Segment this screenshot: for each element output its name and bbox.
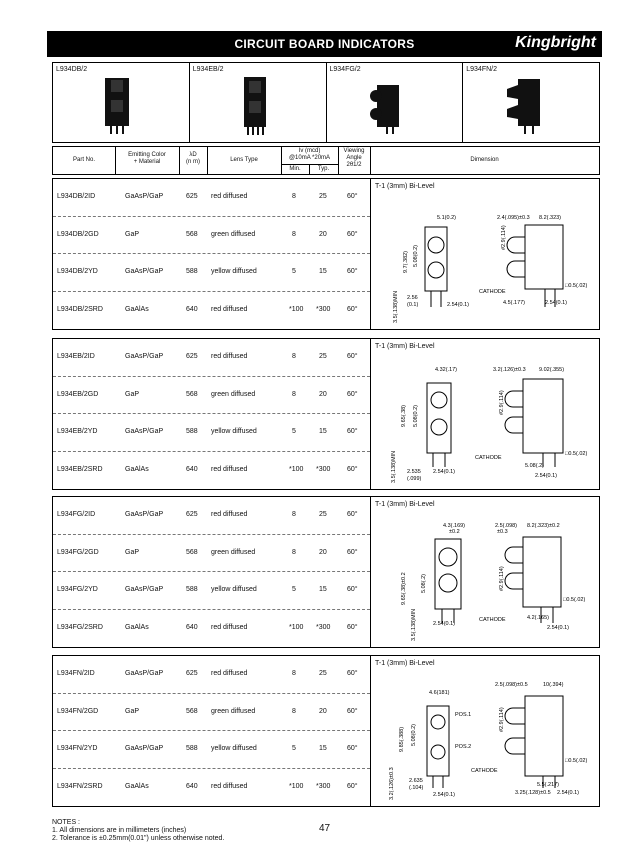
cell-min: 5 (292, 428, 296, 435)
col-iv-l1: Iv (mcd) (298, 148, 321, 154)
cell-lens: green diffused (211, 548, 256, 556)
col-iv-l2: @10mA *20mA (288, 155, 331, 161)
col-dimension: Dimension (470, 157, 499, 163)
product-group (52, 496, 600, 648)
dim-label: 4.32(.17) (435, 367, 458, 373)
cell-typ: 20 (319, 707, 327, 715)
dim-label: 9.7(.382) (403, 250, 409, 273)
cell-typ: *300 (316, 782, 331, 790)
cell-lens: red diffused (211, 193, 248, 200)
cell-typ: 20 (319, 230, 327, 238)
cell-typ: 25 (319, 353, 327, 360)
cell-min: 8 (292, 390, 296, 398)
col-lambda (179, 152, 207, 166)
cell-min: 8 (292, 707, 296, 715)
cell-lens: red diffused (211, 670, 248, 677)
table-row (53, 377, 370, 415)
table-row (53, 452, 370, 490)
cell-color: GaP (125, 230, 140, 238)
cell-color: GaP (125, 548, 140, 556)
dim-label: (0.1) (407, 302, 419, 308)
note-1: 1. All dimensions are in millimeters (inches) (52, 827, 187, 834)
cell-part: L934DB/2ID (57, 193, 96, 200)
divider (370, 497, 371, 647)
cell-part: L934DB/2SRD (57, 305, 103, 313)
led-photo-icon (463, 63, 599, 142)
dim-label: 2.54(0.1) (433, 621, 456, 627)
cell-typ: 15 (319, 428, 327, 435)
cell-lens: green diffused (211, 707, 256, 715)
dim-label: 2.4(.095)±0.3 (497, 215, 530, 221)
dim-label: 2.535 (407, 469, 421, 475)
cell-min: 5 (292, 586, 296, 593)
cell-angle: 60° (347, 353, 358, 360)
cell-lambda: 625 (186, 193, 198, 200)
cell-part: L934EB/2ID (57, 353, 95, 360)
dim-label: 5.08(0.2) (411, 723, 417, 746)
dim-label: 4.2(.165) (527, 615, 550, 621)
col-emitting-color-l1: Emitting Color (128, 152, 166, 158)
col-viewing-l3: 2θ1/2 (346, 162, 362, 168)
cell-lens: yellow diffused (211, 586, 257, 593)
cell-lens: green diffused (211, 390, 256, 398)
divider (370, 656, 371, 806)
dim-label: (.099) (407, 476, 422, 482)
cell-color: GaAsP/GaP (125, 193, 164, 200)
cell-part: L934FN/2SRD (57, 782, 103, 790)
cell-color: GaAlAs (125, 623, 149, 631)
cell-angle: 60° (347, 586, 358, 593)
dim-label: CATHODE (479, 617, 506, 623)
cell-color: GaP (125, 707, 140, 715)
cell-color: GaAsP/GaP (125, 268, 164, 275)
cell-typ: 15 (319, 268, 327, 275)
dim-label: 3.5(.138)MIN (391, 450, 397, 483)
cell-angle: 60° (347, 390, 358, 398)
cell-angle: 60° (347, 623, 358, 631)
cell-typ: 20 (319, 390, 327, 398)
cell-lens: red diffused (211, 305, 248, 313)
dim-label: 2.635 (409, 778, 423, 784)
cell-lambda: 625 (186, 353, 198, 360)
dim-label: (.104) (409, 785, 424, 791)
dim-label: 5.1(0.2) (437, 215, 456, 221)
note-2: 2. Tolerance is ±0.25mm(0.01") unless otherwise noted. (52, 835, 225, 842)
cell-lens: yellow diffused (211, 745, 257, 752)
cell-part: L934EB/2YD (57, 428, 98, 435)
dim-label: 2.54(0.1) (557, 790, 580, 796)
photo-cell (463, 63, 599, 142)
dim-label: 10(.394) (543, 682, 564, 688)
col-iv (281, 148, 338, 162)
cell-typ: 15 (319, 586, 327, 593)
dim-label: 5.08(.2) (525, 463, 544, 469)
cell-min: *100 (289, 782, 304, 790)
cell-angle: 60° (347, 268, 358, 275)
cell-lambda: 640 (186, 782, 198, 790)
table-row (53, 339, 370, 377)
product-photos (52, 62, 600, 143)
cell-typ: *300 (316, 305, 331, 313)
photo-label: L934EB/2 (192, 66, 224, 73)
dim-label: 5.08(.2) (421, 574, 427, 593)
dim-label: 2.54(0.1) (545, 300, 568, 306)
dim-label: 9.65(.38)±0.2 (401, 572, 407, 605)
dim-label: 3.2(.126)±0.3 (493, 367, 526, 373)
cell-lambda: 588 (186, 586, 198, 593)
page-number: 47 (319, 823, 331, 834)
dim-label: 2.54(0.1) (433, 792, 456, 798)
cell-lambda: 568 (186, 390, 198, 398)
cell-min: *100 (289, 305, 304, 313)
led-photo-icon (190, 63, 326, 142)
dim-label: 3.5(.138)MIN (411, 608, 417, 641)
cell-part: L934DB/2GD (57, 230, 99, 238)
cell-part: L934DB/2YD (57, 268, 98, 275)
dimension-drawing (375, 513, 595, 643)
col-viewing-angle (338, 148, 370, 169)
product-group (52, 655, 600, 807)
dim-label: □0.5(.02) (563, 597, 586, 603)
cell-min: 8 (292, 670, 296, 677)
cell-min: 8 (292, 193, 296, 200)
cell-angle: 60° (347, 305, 358, 313)
cell-min: 8 (292, 548, 296, 556)
drawing-title: T-1 (3mm) Bi-Level (375, 660, 435, 667)
cell-color: GaAsP/GaP (125, 511, 164, 518)
drawing-title: T-1 (3mm) Bi-Level (375, 501, 435, 508)
cell-color: GaAlAs (125, 465, 149, 473)
photo-label: L934DB/2 (56, 66, 88, 73)
cell-lambda: 568 (186, 707, 198, 715)
cell-color: GaAlAs (125, 305, 149, 313)
cell-part: L934EB/2SRD (57, 465, 103, 473)
photo-label: L934FN/2 (466, 66, 497, 73)
cell-min: 5 (292, 268, 296, 275)
dim-label: 4.6(181) (429, 690, 450, 696)
col-lambda-l2: (n m) (186, 159, 200, 165)
cell-angle: 60° (347, 745, 358, 752)
dim-label: 8.2(.323)±0.2 (527, 523, 560, 529)
dim-label: CATHODE (479, 289, 506, 295)
cell-part: L934FG/2SRD (57, 623, 103, 631)
cell-part: L934FN/2YD (57, 745, 98, 752)
col-iv-min: Min. (289, 166, 301, 172)
table-row (53, 254, 370, 292)
cell-color: GaAsP/GaP (125, 586, 164, 593)
dim-label: #2.9(.114) (501, 225, 507, 250)
dim-label: 4.3(.169) (443, 523, 466, 529)
dimension-drawing (375, 355, 595, 485)
cell-min: 8 (292, 353, 296, 360)
cell-lens: red diffused (211, 465, 248, 473)
table-row (53, 497, 370, 535)
cell-typ: 25 (319, 511, 327, 518)
col-viewing-l2: Angle (346, 155, 362, 161)
dim-label: #2.9(.114) (499, 566, 505, 591)
cell-min: 8 (292, 230, 296, 238)
col-emitting-color-l2: + Material (133, 159, 161, 165)
dim-label: ±0.2 (449, 529, 460, 535)
divider (370, 339, 371, 489)
dim-label: 5.5(.217) (537, 782, 560, 788)
cell-typ: 15 (319, 745, 327, 752)
cell-lambda: 640 (186, 623, 198, 631)
drawing-title: T-1 (3mm) Bi-Level (375, 343, 435, 350)
dim-label: 2.54(0.1) (535, 473, 558, 479)
dim-label: 9.65(.38) (401, 404, 407, 427)
dim-label: 4.5(.177) (503, 300, 526, 306)
notes (52, 819, 224, 843)
table-row (53, 572, 370, 610)
cell-angle: 60° (347, 428, 358, 435)
drawing-title: T-1 (3mm) Bi-Level (375, 183, 435, 190)
cell-angle: 60° (347, 465, 358, 473)
cell-lambda: 625 (186, 670, 198, 677)
photo-cell (190, 63, 327, 142)
cell-min: *100 (289, 465, 304, 473)
cell-min: 8 (292, 511, 296, 518)
cell-min: *100 (289, 623, 304, 631)
col-lambda-l1: λD (189, 152, 197, 158)
cell-typ: 25 (319, 670, 327, 677)
col-viewing-l1: Viewing (343, 148, 365, 154)
cell-part: L934FN/2GD (57, 707, 99, 715)
dim-label: 3.25(.128)±0.5 (515, 790, 551, 796)
cell-color: GaAlAs (125, 782, 149, 790)
page-title: CIRCUIT BOARD INDICATORS (234, 37, 415, 51)
dim-label: CATHODE (475, 455, 502, 461)
cell-lens: red diffused (211, 511, 248, 518)
dim-label: #2.9(.114) (499, 707, 505, 732)
cell-lambda: 568 (186, 548, 198, 556)
dim-label: 5.08(0.2) (413, 404, 419, 427)
cell-lambda: 640 (186, 465, 198, 473)
dim-label: 9.85(.388) (399, 726, 405, 752)
cell-lens: red diffused (211, 782, 248, 790)
table-row (53, 769, 370, 807)
col-part-no: Part No. (72, 157, 95, 163)
cell-part: L934FN/2ID (57, 670, 95, 677)
col-lens-type: Lens Type (230, 157, 258, 163)
table-row (53, 179, 370, 217)
cell-lambda: 568 (186, 230, 198, 238)
cell-lens: yellow diffused (211, 428, 257, 435)
cell-angle: 60° (347, 707, 358, 715)
cell-lambda: 640 (186, 305, 198, 313)
dim-label: 2.54(0.1) (447, 302, 470, 308)
col-iv-typ: Typ. (317, 166, 330, 172)
dimension-drawing (375, 672, 595, 802)
table-row (53, 610, 370, 648)
table-row (53, 731, 370, 769)
cell-lambda: 588 (186, 428, 198, 435)
cell-typ: 25 (319, 193, 327, 200)
table-row (53, 414, 370, 452)
dim-label: 2.54(0.1) (547, 625, 570, 631)
led-photo-icon (53, 63, 189, 142)
divider (370, 179, 371, 329)
cell-lens: red diffused (211, 353, 248, 360)
cell-lambda: 588 (186, 268, 198, 275)
cell-min: 5 (292, 745, 296, 752)
dimension-drawing (375, 195, 595, 325)
cell-color: GaAsP/GaP (125, 670, 164, 677)
cell-lens: red diffused (211, 623, 248, 631)
product-group (52, 178, 600, 330)
photo-cell (53, 63, 190, 142)
cell-color: GaAsP/GaP (125, 353, 164, 360)
led-photo-icon (327, 63, 463, 142)
dim-label: 9.02(.355) (539, 367, 565, 373)
cell-angle: 60° (347, 230, 358, 238)
cell-typ: 20 (319, 548, 327, 556)
cell-part: L934FG/2GD (57, 548, 99, 556)
cell-part: L934FG/2YD (57, 586, 98, 593)
col-emitting-color (115, 152, 179, 166)
dim-label: 5.08(0.2) (413, 244, 419, 267)
dim-label: 8.2(.323) (539, 215, 562, 221)
cell-lens: yellow diffused (211, 268, 257, 275)
table-header (52, 146, 600, 175)
cell-angle: 60° (347, 193, 358, 200)
dim-label: 2.5(.098) (495, 523, 518, 529)
product-group (52, 338, 600, 490)
table-row (53, 656, 370, 694)
notes-title: NOTES : (52, 819, 81, 826)
cell-lambda: 625 (186, 511, 198, 518)
dim-label: 3.2(.126)±0.3 (389, 767, 395, 800)
header-banner (47, 31, 602, 57)
dim-label: POS.1 (455, 712, 472, 718)
dim-label: 2.5(.098)±0.5 (495, 682, 528, 688)
cell-color: GaAsP/GaP (125, 745, 164, 752)
photo-label: L934FG/2 (329, 66, 361, 73)
dim-label: #2.9(.114) (499, 390, 505, 415)
dim-label: □0.5(.02) (565, 283, 588, 289)
dim-label: □0.5(.02) (565, 758, 588, 764)
photo-cell (327, 63, 464, 142)
cell-color: GaP (125, 390, 140, 398)
dim-label: POS.2 (455, 744, 472, 750)
dim-label: CATHODE (471, 768, 498, 774)
cell-angle: 60° (347, 782, 358, 790)
cell-part: L934EB/2GD (57, 390, 99, 398)
dim-label: 2.54(0.1) (433, 469, 456, 475)
cell-lambda: 588 (186, 745, 198, 752)
cell-angle: 60° (347, 511, 358, 518)
cell-angle: 60° (347, 548, 358, 556)
table-row (53, 694, 370, 732)
table-row (53, 217, 370, 255)
cell-typ: *300 (316, 465, 331, 473)
cell-color: GaAsP/GaP (125, 428, 164, 435)
dim-label: ±0.3 (497, 529, 508, 535)
cell-typ: *300 (316, 623, 331, 631)
dim-label: 2.56 (407, 295, 418, 301)
table-row (53, 535, 370, 573)
brand-logo: Kingbright (515, 34, 596, 51)
cell-part: L934FG/2ID (57, 511, 96, 518)
cell-angle: 60° (347, 670, 358, 677)
table-row (53, 292, 370, 330)
cell-lens: green diffused (211, 230, 256, 238)
dim-label: 3.5(.138)MIN (393, 290, 399, 323)
dim-label: □0.5(.02) (565, 451, 588, 457)
